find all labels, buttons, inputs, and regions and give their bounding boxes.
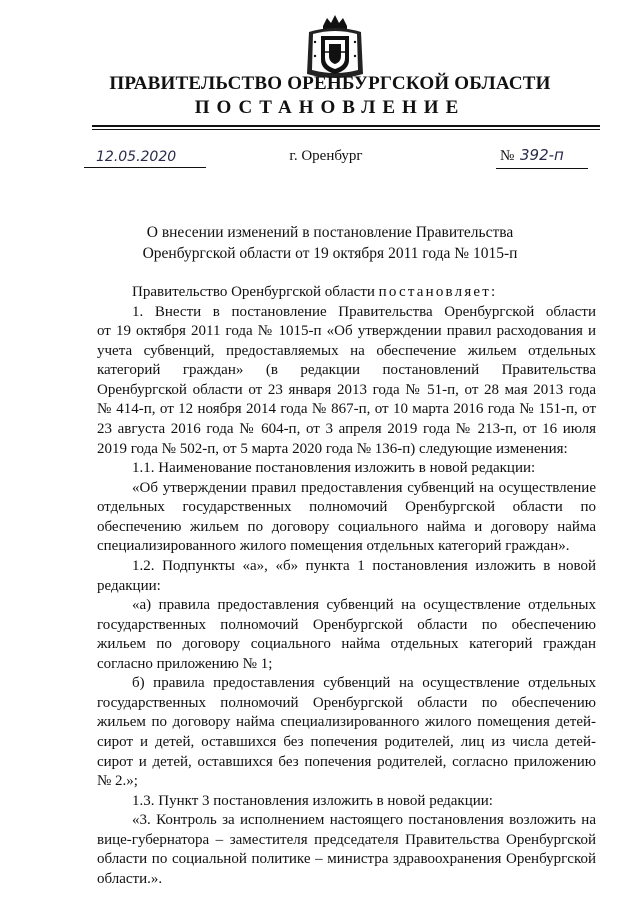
organization-title: ПРАВИТЕЛЬСТВО ОРЕНБУРГСКОЙ ОБЛАСТИ [109, 73, 551, 94]
body-line: 1. Внести в постановление Правительства Оренбургской области [132, 303, 596, 320]
body-line: вице-губернатора – заместителя председателя Правительства Оренбургской [97, 831, 596, 848]
body-line: 1.1. Наименование постановления изложить в новой редакции: [132, 460, 536, 477]
body-line: области.». [97, 871, 163, 887]
body-line: специализированного жилого помещения отдельных категорий граждан». [97, 538, 570, 555]
number-sign: № [500, 148, 515, 164]
document-city: г. Оренбург [289, 148, 363, 164]
body-line: обеспечению жильем по договору социального найма и договору найма [97, 518, 596, 535]
body-line: категорий граждан» (в редакции постановлений Правительства [97, 362, 596, 379]
body-line: Оренбургской области от 23 января 2013 года № 51-п, от 28 мая 2013 года [97, 381, 596, 398]
orenburg-coat-of-arms-icon [303, 12, 367, 82]
body-line: государственных полномочий Оренбургской области по обеспечению [97, 694, 596, 711]
document-subject [120, 222, 540, 264]
body-line: сирот и детей, оставшихся без попечения родителей, лиц из числа детей- [97, 734, 596, 751]
header-divider-thick [92, 125, 600, 127]
body-line: № 414-п, от 12 ноября 2014 года № 867-п, от 10 марта 2016 года № 151-п, от [97, 401, 596, 418]
body-line: б) правила предоставления субвенций на осуществление отдельных [132, 675, 596, 692]
body-line: жильем по договору найма специализированного жилого помещения детей- [97, 714, 596, 731]
subject-line-2: Оренбургской области от 19 октября 2011 года № 1015-п [142, 245, 518, 262]
document-number-field [496, 146, 588, 169]
header-divider-thin [92, 129, 600, 130]
preamble-keyword: постановляет: [378, 284, 498, 300]
body-line: согласно приложению № 1; [97, 655, 273, 672]
body-line: «3. Контроль за исполнением настоящего постановления возложить на [132, 812, 596, 829]
body-line: жильем по договору социального найма отдельных категорий граждан [97, 636, 596, 653]
subject-line-1: О внесении изменений в постановление Правительства [146, 224, 514, 241]
body-line: учета субвенций, предоставляемых на обеспечение жильем отдельных [97, 342, 596, 359]
body-line: 2019 года № 502-п, от 5 марта 2020 года № 136-п) следующие изменения: [97, 440, 568, 457]
preamble [132, 283, 596, 303]
body-line: сирот и детей, оставшихся без попечения родителей, согласно приложению [97, 753, 596, 770]
document-number: 392-п [520, 146, 564, 164]
body-line: государственных полномочий Оренбургской области по обеспечению [97, 616, 596, 633]
body-line: 23 августа 2016 года № 604-п, от 3 апреля 2019 года № 213-п, от 16 июля [97, 420, 596, 437]
body-line: редакции: [97, 577, 161, 594]
body-line: № 2.»; [97, 773, 138, 790]
body-line: от 19 октября 2011 года № 1015-п «Об утверждении правил расходования и [97, 323, 596, 340]
document-type-title: ПОСТАНОВЛЕНИЕ [194, 97, 466, 118]
body-line: 1.3. Пункт 3 постановления изложить в новой редакции: [132, 792, 493, 809]
body-line: «а) правила предоставления субвенций на осуществление отдельных [132, 597, 596, 614]
document-date: 12.05.2020 [84, 146, 206, 168]
body-line: «Об утверждении правил предоставления субвенций на осуществление [132, 479, 596, 496]
body-line: отдельных государственных полномочий Оренбургской области по [97, 499, 596, 516]
body-line: 1.2. Подпункты «а», «б» пункта 1 постановления изложить в новой [132, 557, 596, 574]
preamble-prefix: Правительство Оренбургской области [132, 284, 379, 300]
body-line: области по социальной политике – министра здравоохранения Оренбургской [97, 851, 596, 868]
